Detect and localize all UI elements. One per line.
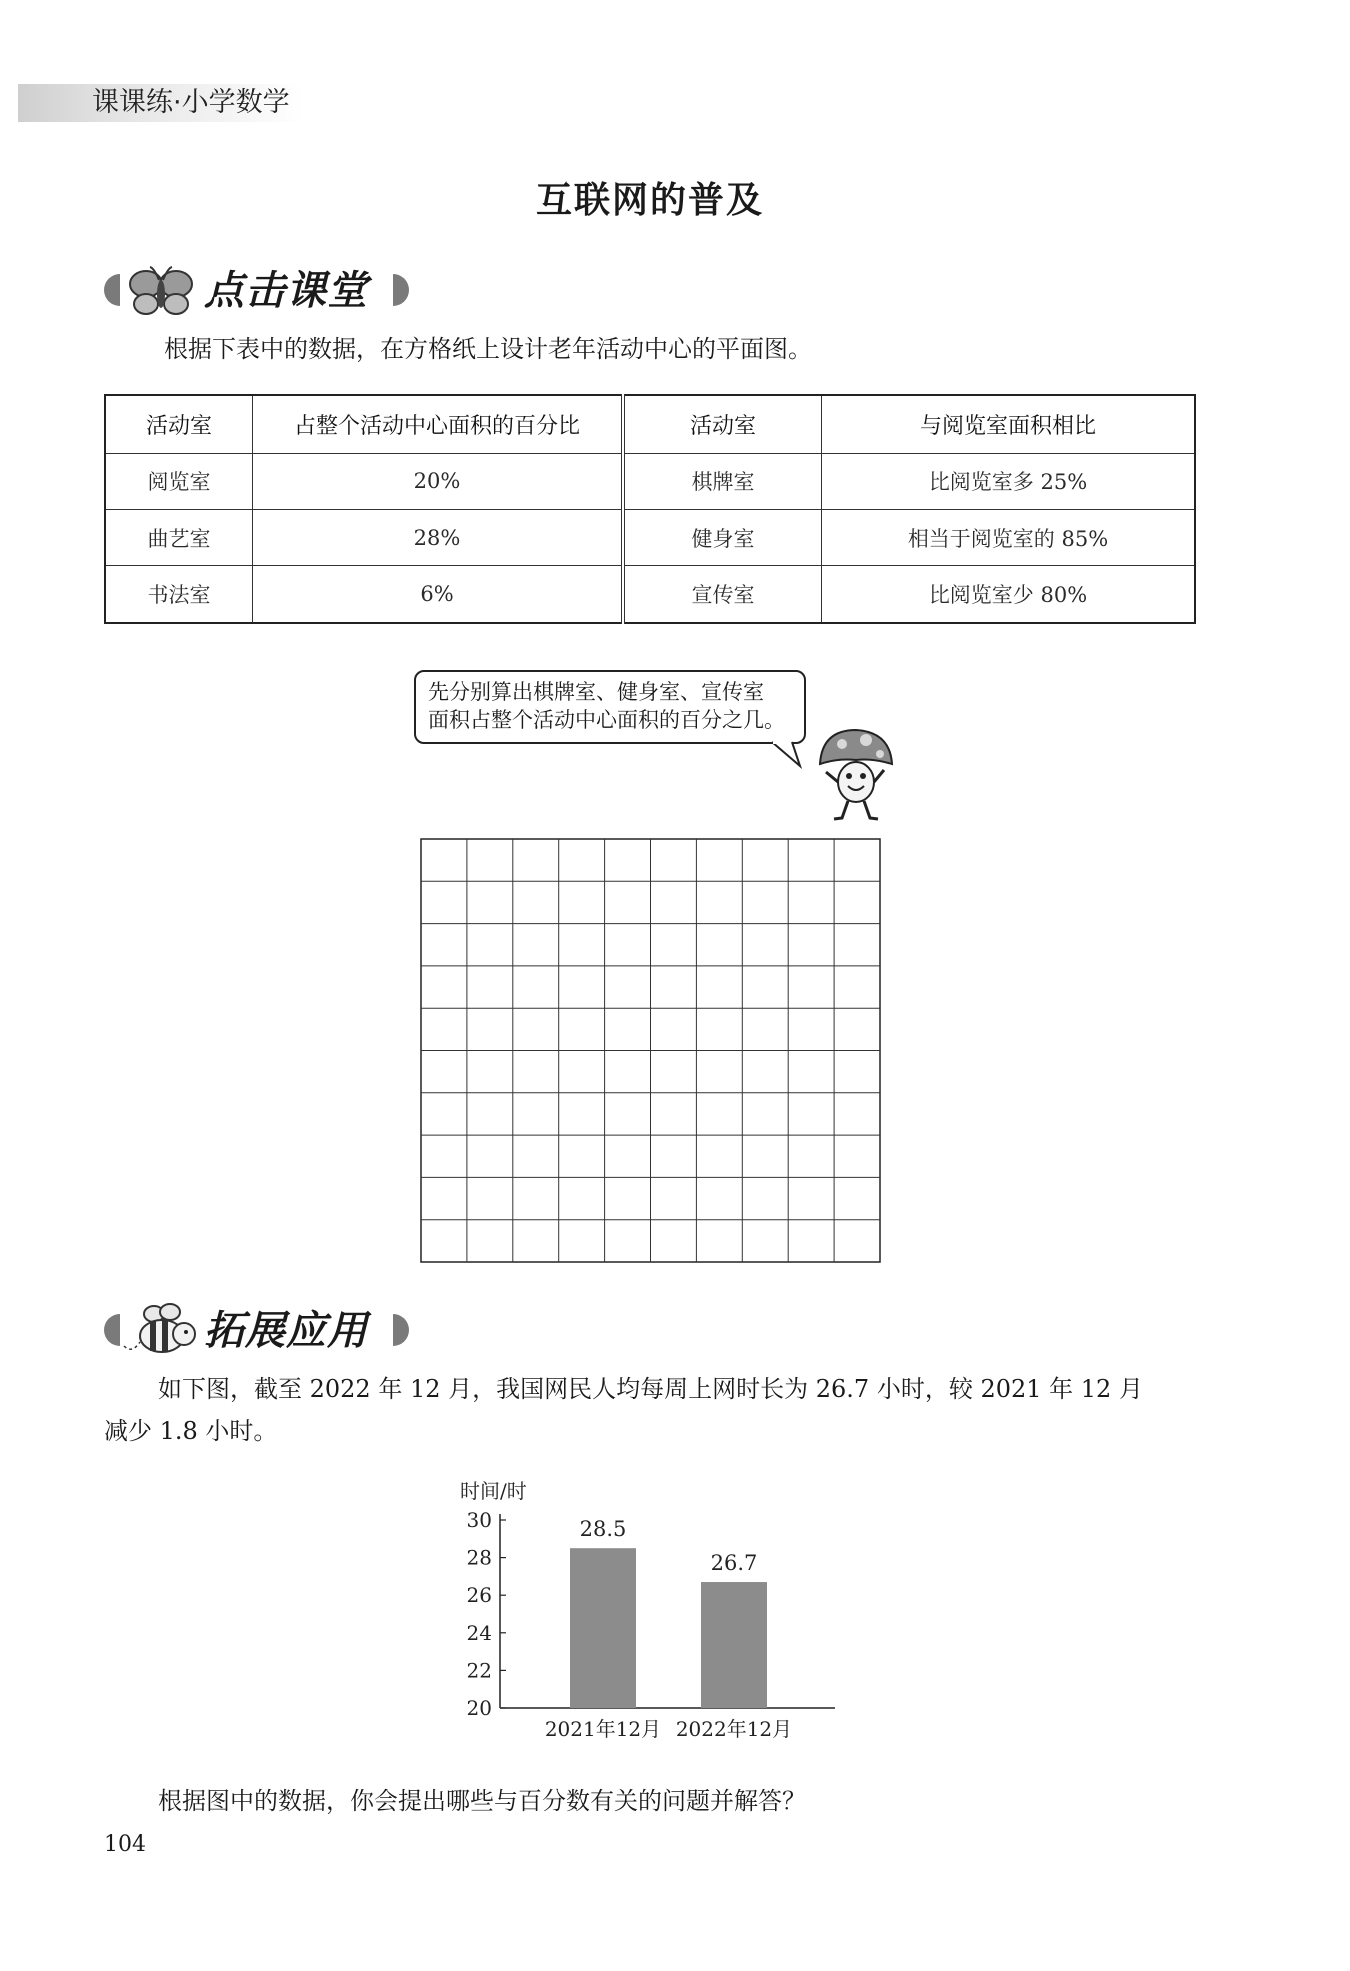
y-tick-label: 28 bbox=[466, 1545, 492, 1570]
section-heading-extension bbox=[104, 1302, 409, 1360]
table-cell: 20% bbox=[253, 453, 624, 509]
y-tick-label: 20 bbox=[466, 1696, 492, 1720]
table-cell: 阅览室 bbox=[105, 453, 253, 509]
table-cell: 宣传室 bbox=[623, 566, 822, 623]
bee-icon bbox=[120, 1302, 204, 1358]
page-number: 104 bbox=[104, 1832, 146, 1857]
speech-bubble-tail bbox=[770, 740, 810, 770]
square-grid-paper[interactable] bbox=[420, 838, 882, 1264]
section1-prompt: 根据下表中的数据，在方格纸上设计老年活动中心的平面图。 bbox=[164, 335, 812, 363]
table-cell: 6% bbox=[253, 566, 624, 623]
table-cell: 比阅览室多 25% bbox=[822, 453, 1196, 509]
bar bbox=[570, 1548, 636, 1708]
table-cell: 健身室 bbox=[623, 509, 822, 565]
bar bbox=[701, 1582, 767, 1708]
bar-chart bbox=[430, 1470, 860, 1770]
bar-data-label: 26.7 bbox=[710, 1551, 758, 1576]
hint-speech-bubble bbox=[414, 670, 806, 744]
table-cell: 比阅览室少 80% bbox=[822, 566, 1196, 623]
section-heading-text: 拓展应用 bbox=[204, 1308, 368, 1354]
table-header: 占整个活动中心面积的百分比 bbox=[253, 395, 624, 453]
x-tick-label: 2021年12月 bbox=[544, 1717, 662, 1741]
table-row bbox=[105, 453, 1195, 509]
table-header-row bbox=[105, 395, 1195, 453]
table-cell: 曲艺室 bbox=[105, 509, 253, 565]
y-tick-label: 22 bbox=[466, 1658, 492, 1683]
hint-line: 面积占整个活动中心面积的百分之几。 bbox=[428, 708, 785, 732]
table-row bbox=[105, 566, 1195, 623]
section2-paragraph-line: 减少 1.8 小时。 bbox=[104, 1417, 278, 1445]
table-cell: 书法室 bbox=[105, 566, 253, 623]
book-title: 课课练·小学数学 bbox=[92, 87, 290, 118]
table-row bbox=[105, 509, 1195, 565]
table-header: 活动室 bbox=[623, 395, 822, 453]
x-tick-label: 2022年12月 bbox=[675, 1717, 793, 1741]
activity-room-table bbox=[104, 394, 1196, 624]
table-header: 与阅览室面积相比 bbox=[822, 395, 1196, 453]
y-tick-label: 26 bbox=[466, 1583, 492, 1608]
section-heading-class bbox=[104, 262, 409, 320]
section2-paragraph-line: 如下图，截至 2022 年 12 月，我国网民人均每周上网时长为 26.7 小时，较 2021 年 12 月 bbox=[158, 1375, 1143, 1403]
table-cell: 相当于阅览室的 85% bbox=[822, 509, 1196, 565]
mushroom-mascot-icon bbox=[812, 724, 896, 824]
y-tick-label: 30 bbox=[466, 1508, 492, 1532]
bar-data-label: 28.5 bbox=[579, 1517, 627, 1542]
y-tick-label: 24 bbox=[466, 1620, 492, 1645]
table-cell: 棋牌室 bbox=[623, 453, 822, 509]
hint-line: 先分别算出棋牌室、健身室、宣传室 bbox=[428, 680, 764, 704]
section-heading-text: 点击课堂 bbox=[204, 268, 368, 314]
table-header: 活动室 bbox=[105, 395, 253, 453]
section2-question: 根据图中的数据，你会提出哪些与百分数有关的问题并解答？ bbox=[158, 1787, 806, 1815]
y-axis-label: 时间/时 bbox=[460, 1479, 527, 1503]
butterfly-icon bbox=[124, 264, 200, 318]
table-cell: 28% bbox=[253, 509, 624, 565]
page-title: 互联网的普及 bbox=[535, 180, 764, 221]
